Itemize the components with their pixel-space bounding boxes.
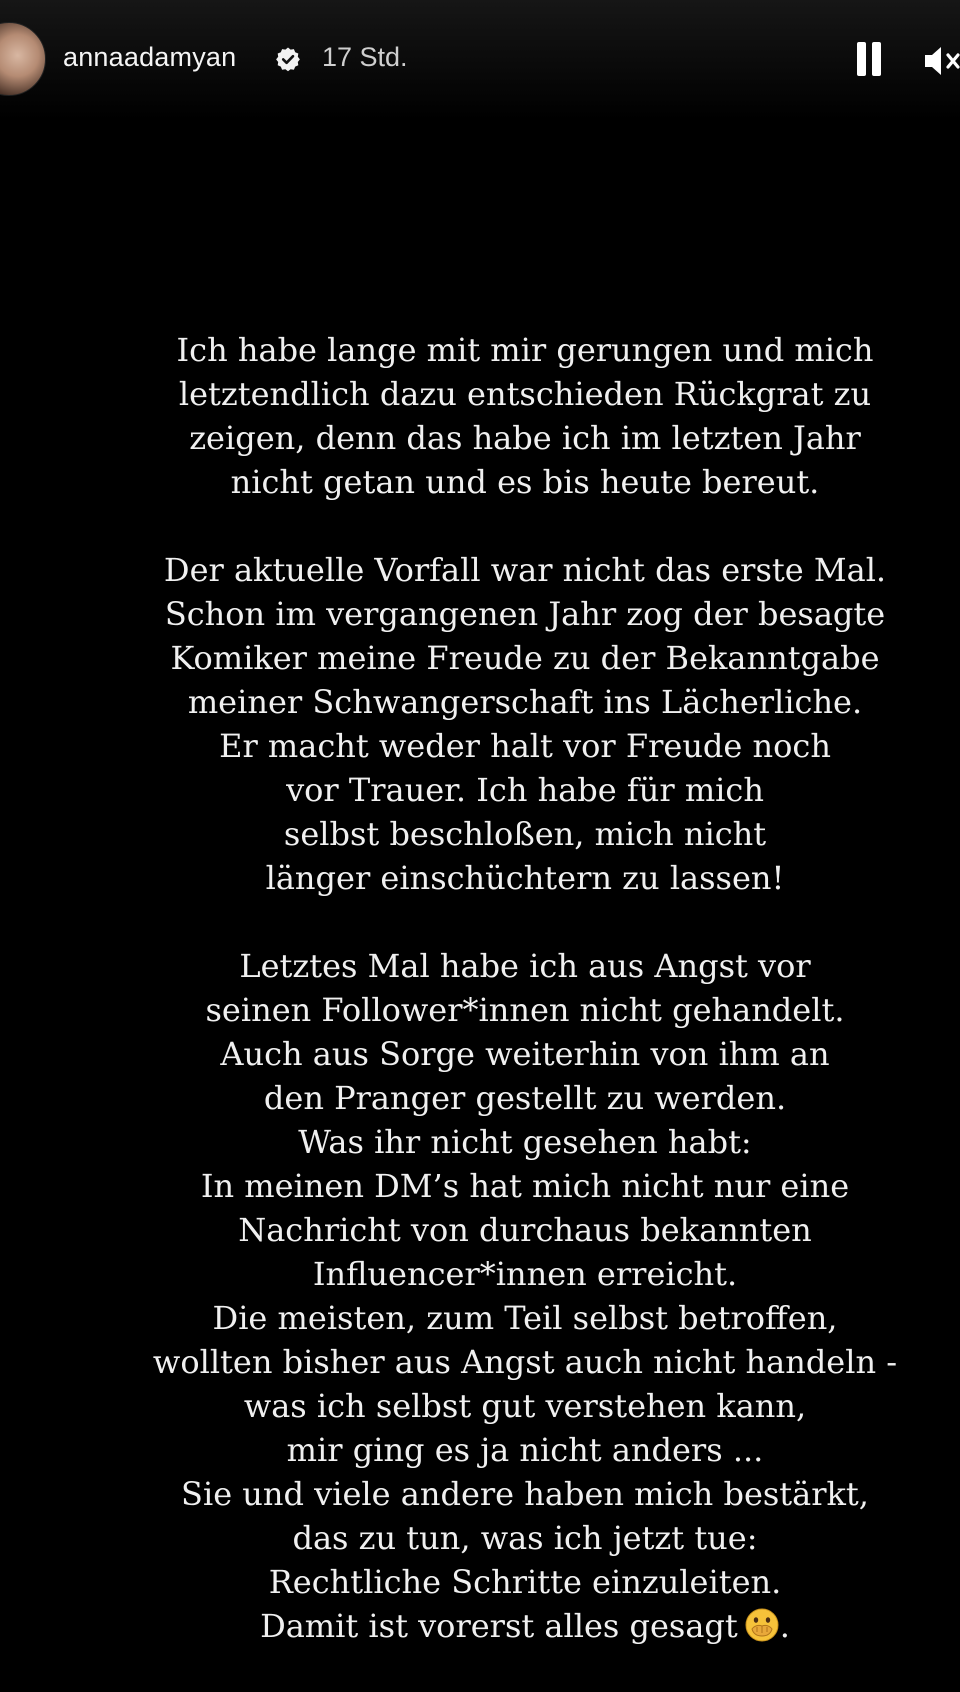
story-line: In meinen DM’s hat mich nicht nur eine — [200, 1167, 850, 1205]
pause-icon — [857, 42, 866, 76]
story-line: Nachricht von durchaus bekannten — [238, 1211, 812, 1249]
story-line: Letztes Mal habe ich aus Angst vor — [239, 947, 811, 985]
story-line: wollten bisher aus Angst auch nicht handeln - — [152, 1343, 898, 1381]
story-line: seinen Follower*innen nicht gehandelt. — [205, 991, 845, 1029]
story-line: meiner Schwangerschaft ins Lächerliche. — [187, 683, 863, 721]
story-text — [130, 328, 920, 1692]
hand-over-mouth-emoji — [744, 1607, 780, 1643]
story-paragraph — [130, 548, 920, 900]
story-paragraph — [130, 328, 920, 504]
verified-badge-icon — [275, 46, 301, 72]
story-line: letztendlich dazu entschieden Rückgrat zu — [178, 375, 872, 413]
story-line: vor Trauer. Ich habe für mich — [286, 771, 764, 809]
story-header — [0, 0, 960, 120]
username[interactable]: annaadamyan — [63, 42, 237, 72]
story-line: Komiker meine Freude zu der Bekanntgabe — [170, 639, 880, 677]
story-line: Was ihr nicht gesehen habt: — [298, 1123, 752, 1161]
speaker-muted-icon[interactable] — [922, 40, 960, 82]
story-line: mir ging es ja nicht anders ... — [286, 1431, 764, 1469]
story-line: den Pranger gestellt zu werden. — [263, 1079, 787, 1117]
story-paragraph — [130, 944, 920, 1648]
story-line: Schon im vergangenen Jahr zog der besagte — [164, 595, 886, 633]
story-line: Sie und viele andere haben mich bestärkt, — [181, 1475, 869, 1513]
avatar[interactable] — [0, 22, 46, 96]
story-line-text: Damit ist vorerst alles gesagt — [260, 1607, 738, 1645]
story-line: Rechtliche Schritte einzuleiten. — [268, 1563, 782, 1601]
story-line: länger einschüchtern zu lassen! — [265, 859, 785, 897]
pause-button[interactable] — [852, 38, 886, 80]
story-line: Der aktuelle Vorfall war nicht das erste Mal. — [163, 551, 887, 589]
story-line: selbst beschloßen, mich nicht — [283, 815, 767, 853]
story-line: zeigen, denn das habe ich im letzten Jahr — [189, 419, 861, 457]
story-line: Die meisten, zum Teil selbst betroffen, — [212, 1299, 838, 1337]
story-line: Influencer*innen erreicht. — [312, 1255, 738, 1293]
story-line-punct: . — [779, 1607, 790, 1645]
post-time: 17 Std. — [322, 42, 408, 72]
story-line: nicht getan und es bis heute bereut. — [230, 463, 820, 501]
story-line: Ich habe lange mit mir gerungen und mich — [176, 331, 874, 369]
story-line: Er macht weder halt vor Freude noch — [219, 727, 831, 765]
story-final-line — [130, 1604, 920, 1648]
story-line: Auch aus Sorge weiterhin von ihm an — [220, 1035, 830, 1073]
story-line: das zu tun, was ich jetzt tue: — [292, 1519, 758, 1557]
story-line: was ich selbst gut verstehen kann, — [243, 1387, 807, 1425]
